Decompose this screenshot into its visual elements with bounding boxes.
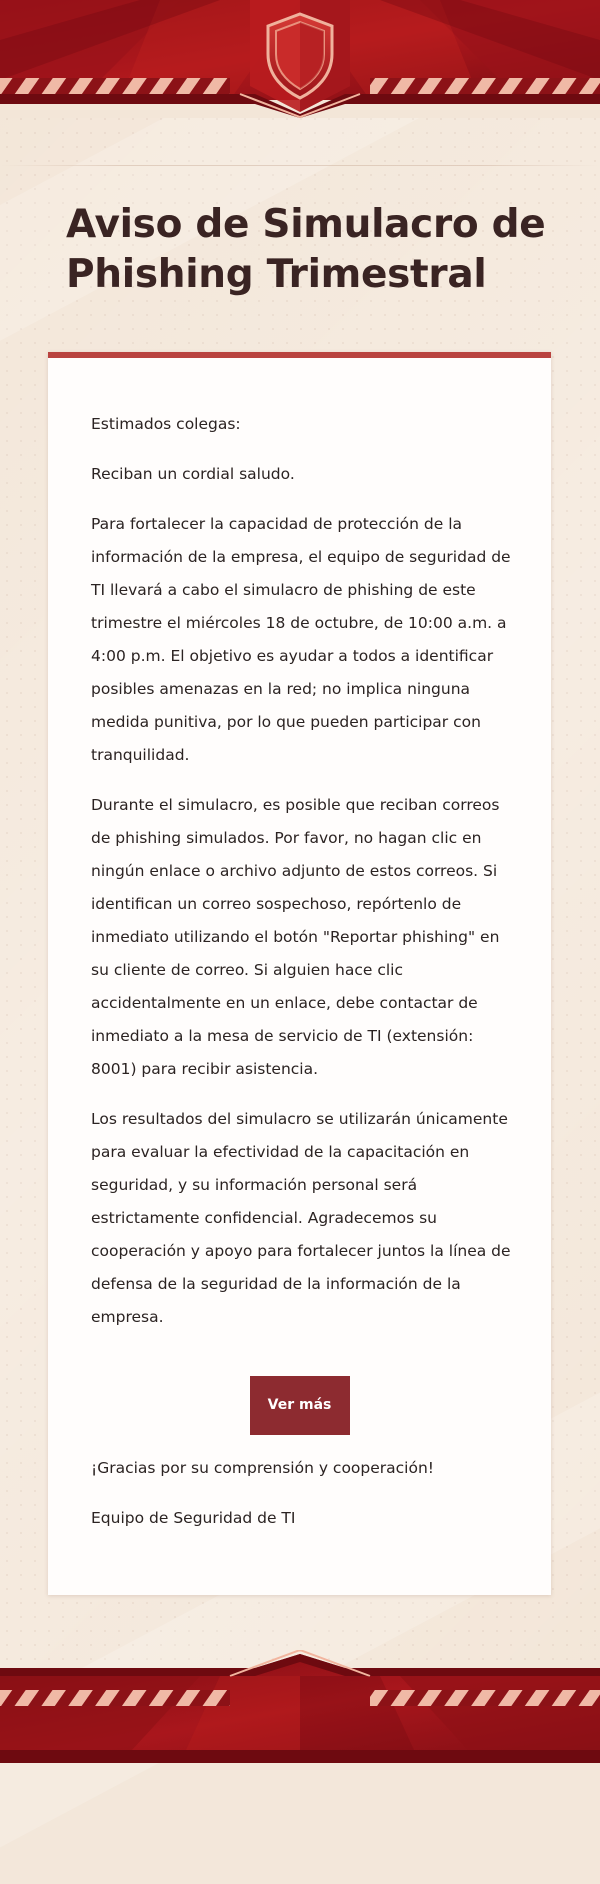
- signature-text: Equipo de Seguridad de TI: [91, 1509, 296, 1527]
- see-more-button[interactable]: Ver más: [250, 1376, 350, 1435]
- header-banner: [0, 0, 600, 118]
- button-container: [48, 1376, 551, 1435]
- body-paragraph: Los resultados del simulacro se utilizarán únicamente para evaluar la efectividad de la capacitación en seguridad, y su información personal será estrictamente confidencial. Agradecemos su cooperación y apoyo para fortalecer juntos la línea de defensa de la seguridad de la información de la empresa.: [91, 1110, 511, 1326]
- shield-icon: [260, 10, 340, 102]
- footer-banner: [0, 1650, 600, 1763]
- greeting-text: Estimados colegas:: [91, 415, 241, 433]
- body-paragraph: Para fortalecer la capacidad de protección de la información de la empresa, el equipo de seguridad de TI llevará a cabo el simulacro de phishing de este trimestre el miércoles 18 de octubre, de 10:00 a.m. a 4:00 p.m. El objetivo es ayudar a todos a identificar posibles amenazas en la red; no implica ninguna medida punitiva, por lo que pueden participar con tranquilidad.: [91, 515, 511, 764]
- page-title: Aviso de Simulacro de Phishing Trimestral: [66, 202, 546, 297]
- thanks-text: ¡Gracias por su comprensión y cooperación!: [91, 1459, 435, 1477]
- header-divider: [0, 165, 600, 166]
- closing-section: [91, 1452, 516, 1552]
- salutation-text: Reciban un cordial saludo.: [91, 465, 295, 483]
- message-body: [91, 408, 516, 1351]
- message-card: [48, 352, 551, 1595]
- body-paragraph: Durante el simulacro, es posible que reciban correos de phishing simulados. Por favor, no hagan clic en ningún enlace o archivo adjunto de estos correos. Si identifican un correo sospechoso, repórtenlo de inmediato utilizando el botón "Reportar phishing" en su cliente de correo. Si alguien hace clic accidentalmente en un enlace, debe contactar de inmediato a la mesa de servicio de TI (extensión: 8001) para recibir asistencia.: [91, 796, 500, 1078]
